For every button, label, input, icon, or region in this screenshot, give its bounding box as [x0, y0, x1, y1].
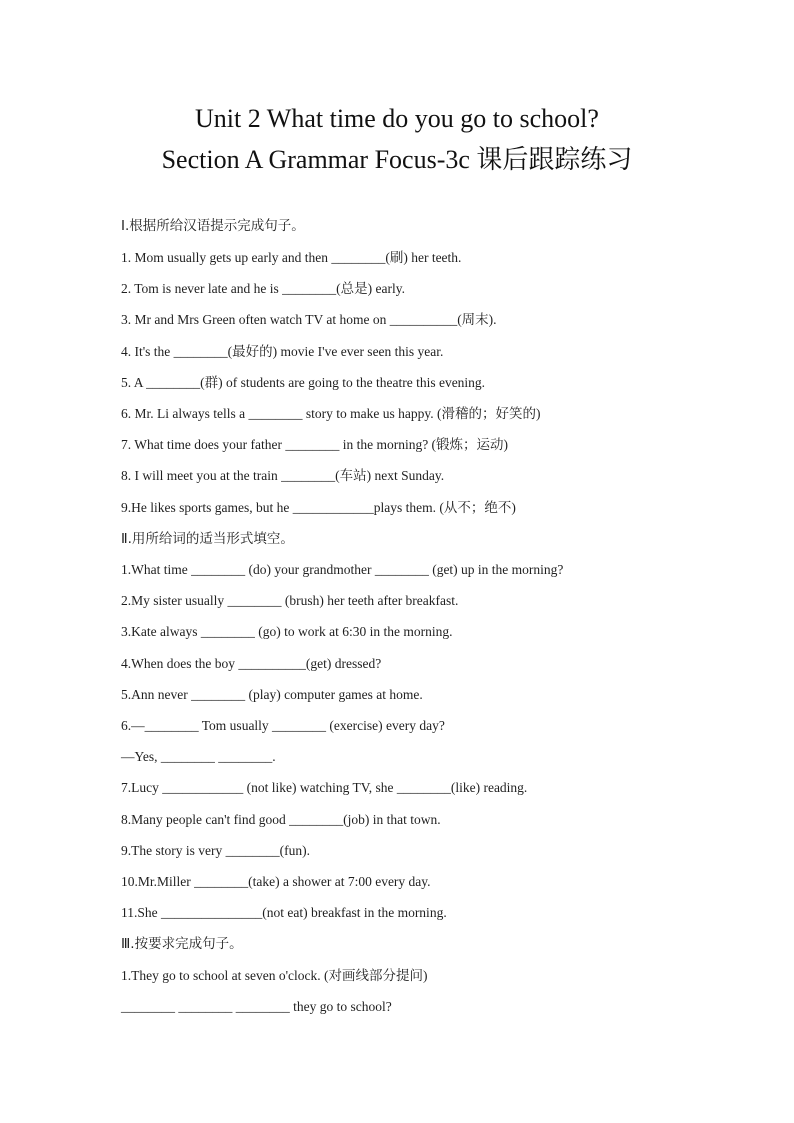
question: 9.The story is very ________(fun).	[121, 843, 310, 858]
question: 7. What time does your father ________ in the morning? (锻炼；运动)	[121, 437, 509, 452]
question: 4. It's the ________(最好的) movie I've ever seen this year.	[121, 344, 444, 359]
answer-line: —Yes, ________ ________.	[121, 749, 276, 764]
question: 8.Many people can't find good ________(job) in that town.	[121, 812, 441, 827]
question: 1.They go to school at seven o'clock. (对画线部分提问)	[121, 968, 428, 983]
question: 3.Kate always ________ (go) to work at 6:30 in the morning.	[121, 624, 453, 639]
section-1-heading: Ⅰ.根据所给汉语提示完成句子。	[121, 218, 305, 234]
answer-line: ________ ________ ________ they go to school?	[121, 999, 392, 1014]
question: 11.She _______________(not eat) breakfast in the morning.	[121, 905, 447, 920]
title-line-2: Section A Grammar Focus-3c 课后跟踪练习	[161, 145, 633, 174]
question: 7.Lucy ____________ (not like) watching TV, she ________(like) reading.	[121, 780, 528, 795]
question: 9.He likes sports games, but he ____________plays them. (从不；绝不)	[121, 500, 516, 515]
question: 4.When does the boy __________(get) dressed?	[121, 656, 382, 671]
question: 3. Mr and Mrs Green often watch TV at home on __________(周末).	[121, 312, 497, 327]
question: 10.Mr.Miller ________(take) a shower at 7:00 every day.	[121, 874, 431, 889]
section-2-heading: Ⅱ.用所给词的适当形式填空。	[121, 531, 294, 547]
question: 5. A ________(群) of students are going to the theatre this evening.	[121, 375, 486, 390]
question: 8. I will meet you at the train ________(车站) next Sunday.	[121, 468, 445, 483]
question: 2. Tom is never late and he is ________(总是) early.	[121, 281, 405, 296]
question: 6.—________ Tom usually ________ (exercise) every day?	[121, 718, 445, 733]
title-line-1: Unit 2 What time do you go to school?	[195, 104, 599, 133]
question: 2.My sister usually ________ (brush) her teeth after breakfast.	[121, 593, 459, 608]
section-3-heading: Ⅲ.按要求完成句子。	[121, 936, 243, 952]
question: 6. Mr. Li always tells a ________ story to make us happy. (滑稽的；好笑的)	[121, 406, 541, 421]
question: 1.What time ________ (do) your grandmother ________ (get) up in the morning?	[121, 562, 564, 577]
question: 1. Mom usually gets up early and then ________(刷) her teeth.	[121, 250, 462, 265]
question: 5.Ann never ________ (play) computer games at home.	[121, 687, 423, 702]
